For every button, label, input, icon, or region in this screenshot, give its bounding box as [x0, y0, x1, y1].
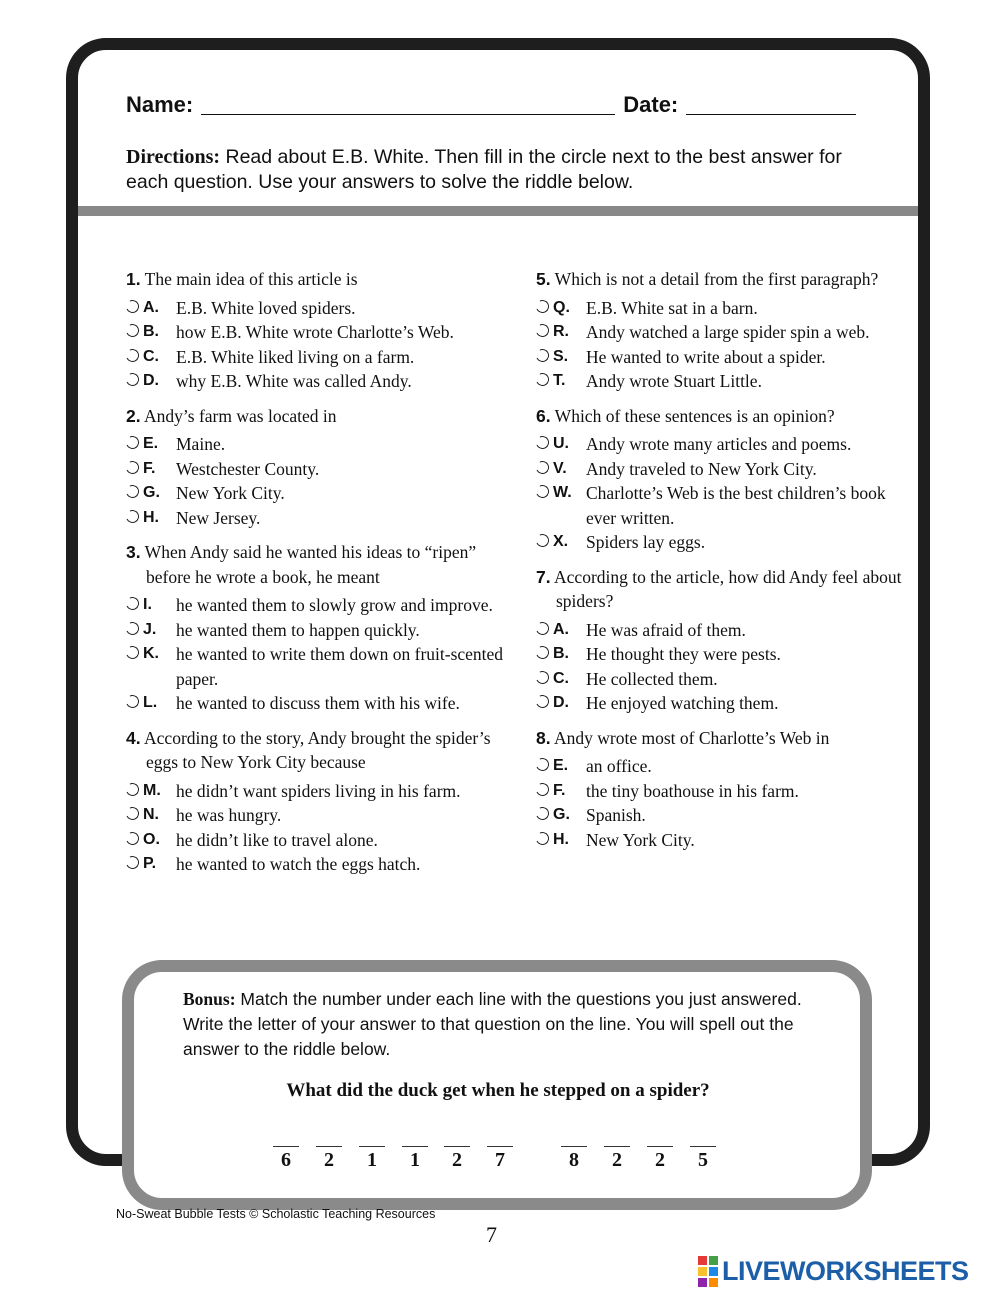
option-letter: U. [553, 435, 569, 452]
question-prompt: According to the article, how did Andy feel about spiders? [554, 566, 902, 611]
question-number: 8. [536, 727, 551, 748]
answer-bubble[interactable] [126, 642, 176, 667]
question-8 [536, 726, 906, 853]
answer-option[interactable] [536, 691, 906, 716]
answer-option[interactable] [126, 345, 516, 370]
answer-blanks [0, 1130, 1000, 1180]
option-letter: B. [553, 645, 569, 662]
blank-line[interactable] [359, 1130, 385, 1147]
blank-number: 2 [452, 1149, 462, 1171]
option-text: He collected them. [586, 668, 718, 689]
answer-option[interactable] [126, 779, 516, 804]
answer-option[interactable] [126, 593, 516, 618]
option-text: Spanish. [586, 805, 646, 825]
option-text: he wanted them to happen quickly. [176, 619, 420, 640]
question-number: 5. [536, 269, 551, 289]
option-text: E.B. White sat in a barn. [586, 297, 758, 318]
radio-circle-icon[interactable] [124, 483, 141, 500]
bonus-label: Bonus: [183, 989, 236, 1009]
option-letter: G. [553, 806, 570, 823]
question-3 [126, 540, 516, 716]
answer-bubble[interactable] [536, 457, 586, 482]
option-text: He wanted to write about a spider. [586, 346, 826, 367]
logo-blocks-icon [698, 1256, 718, 1287]
answer-blank[interactable] [444, 1130, 470, 1172]
answer-bubble[interactable] [126, 618, 176, 643]
date-label: Date: [623, 92, 679, 117]
blank-line[interactable] [487, 1130, 513, 1147]
option-letter: H. [143, 508, 159, 526]
question-text [536, 404, 906, 429]
answer-option[interactable] [126, 828, 516, 853]
option-text: how E.B. White wrote Charlotte’s Web. [176, 322, 454, 342]
option-text: New York City. [176, 483, 285, 503]
answer-bubble[interactable] [536, 754, 586, 779]
option-letter: D. [553, 694, 569, 711]
option-text: he didn’t want spiders living in his farm. [176, 780, 461, 801]
answer-option[interactable] [536, 345, 906, 370]
radio-circle-icon[interactable] [124, 434, 141, 451]
answer-option[interactable] [126, 852, 516, 877]
radio-circle-icon[interactable] [534, 756, 551, 773]
blank-number: 5 [698, 1149, 708, 1171]
option-letter: C. [553, 669, 569, 687]
option-letter: A. [143, 298, 159, 316]
question-1 [126, 267, 516, 394]
option-text: he wanted to write them down on fruit-scented paper. [176, 644, 504, 689]
question-prompt: The main idea of this article is [144, 269, 358, 289]
option-letter: B. [143, 323, 159, 340]
option-text: He was afraid of them. [586, 619, 746, 640]
answer-bubble[interactable] [536, 618, 586, 643]
option-text: he wanted them to slowly grow and improve. [176, 595, 493, 615]
question-prompt: When Andy said he wanted his ideas to “ripen” before he wrote a book, he meant [144, 542, 477, 587]
logo-block [698, 1256, 707, 1265]
answer-option[interactable] [536, 320, 906, 345]
radio-circle-icon[interactable] [534, 459, 551, 476]
option-letter: J. [143, 620, 157, 638]
option-letter: M. [143, 781, 161, 799]
radio-circle-icon[interactable] [124, 620, 141, 637]
blank-line[interactable] [273, 1130, 299, 1147]
blank-number: 2 [612, 1149, 622, 1171]
option-text: Spiders lay eggs. [586, 532, 706, 552]
radio-circle-icon[interactable] [534, 298, 551, 315]
option-letter: H. [553, 830, 569, 848]
answer-option[interactable] [536, 369, 906, 394]
answer-bubble[interactable] [126, 296, 176, 321]
option-text: He thought they were pests. [586, 644, 781, 664]
answer-bubble[interactable] [126, 320, 176, 345]
radio-circle-icon[interactable] [124, 830, 141, 847]
answer-option[interactable] [126, 432, 516, 457]
blank-line[interactable] [316, 1130, 342, 1147]
radio-circle-icon[interactable] [534, 347, 551, 364]
option-letter: S. [553, 347, 569, 365]
radio-circle-icon[interactable] [124, 371, 141, 388]
radio-circle-icon[interactable] [534, 371, 551, 388]
answer-option[interactable] [536, 296, 906, 321]
logo-block [698, 1267, 707, 1276]
answer-option[interactable] [126, 803, 516, 828]
option-letter: I. [143, 596, 152, 613]
blank-line[interactable] [647, 1130, 673, 1147]
option-text: E.B. White loved spiders. [176, 297, 356, 318]
option-letter: E. [553, 757, 569, 774]
option-letter: O. [143, 830, 160, 848]
radio-circle-icon[interactable] [124, 805, 141, 822]
radio-circle-icon[interactable] [124, 644, 141, 661]
answer-bubble[interactable] [126, 852, 176, 877]
name-date-row [126, 92, 864, 118]
blank-number: 8 [569, 1149, 579, 1171]
answer-blank[interactable] [690, 1130, 716, 1172]
option-text: he wanted to watch the eggs hatch. [176, 854, 421, 874]
option-letter: N. [143, 806, 159, 823]
answer-bubble[interactable] [126, 369, 176, 394]
answer-option[interactable] [536, 642, 906, 667]
option-text: Andy wrote many articles and poems. [586, 434, 852, 454]
question-text [126, 540, 516, 589]
answer-blank[interactable] [561, 1130, 587, 1172]
header-divider [78, 206, 918, 216]
option-text: He enjoyed watching them. [586, 693, 779, 713]
blank-number: 2 [324, 1149, 334, 1171]
radio-circle-icon[interactable] [534, 322, 551, 339]
option-text: Andy wrote Stuart Little. [586, 371, 762, 391]
option-text: Westchester County. [176, 458, 320, 479]
answer-bubble[interactable] [536, 296, 586, 321]
liveworksheets-logo [698, 1256, 969, 1287]
answer-option[interactable] [126, 320, 516, 345]
questions-left-column [126, 267, 516, 887]
answer-blank[interactable] [487, 1130, 513, 1172]
answer-option[interactable] [536, 530, 906, 555]
option-text: the tiny boathouse in his farm. [586, 780, 799, 801]
answer-option[interactable] [536, 828, 906, 853]
answer-bubble[interactable] [126, 691, 176, 716]
option-letter: W. [553, 484, 572, 501]
riddle-question: What did the duck get when he stepped on a spider? [286, 1080, 710, 1101]
answer-blank[interactable] [647, 1130, 673, 1172]
option-letter: C. [143, 347, 159, 365]
option-letter: E. [143, 435, 159, 452]
answer-bubble[interactable] [536, 432, 586, 457]
blank-number: 1 [367, 1149, 377, 1171]
answer-option[interactable] [126, 618, 516, 643]
answer-bubble[interactable] [126, 457, 176, 482]
radio-circle-icon[interactable] [534, 669, 551, 686]
question-prompt: Andy wrote most of Charlotte’s Web in [554, 727, 830, 748]
option-text: New Jersey. [176, 507, 261, 528]
option-letter: T. [553, 372, 566, 389]
question-number: 7. [536, 566, 551, 587]
radio-circle-icon[interactable] [534, 781, 551, 798]
directions-label: Directions: [126, 146, 221, 168]
option-text: he didn’t like to travel alone. [176, 829, 378, 850]
question-number: 6. [536, 405, 551, 426]
answer-bubble[interactable] [536, 369, 586, 394]
option-text: an office. [586, 756, 652, 776]
blank-line[interactable] [690, 1130, 716, 1147]
option-letter: F. [143, 459, 156, 477]
answer-bubble[interactable] [536, 345, 586, 370]
option-text: Maine. [176, 434, 226, 454]
option-text: New York City. [586, 829, 695, 850]
radio-circle-icon[interactable] [124, 459, 141, 476]
question-text [126, 267, 516, 292]
answer-bubble[interactable] [126, 432, 176, 457]
radio-circle-icon[interactable] [534, 644, 551, 661]
option-text: he wanted to discuss them with his wife. [176, 693, 460, 713]
option-text: Andy traveled to New York City. [586, 458, 817, 479]
answer-bubble[interactable] [126, 593, 176, 618]
answer-option[interactable] [536, 667, 906, 692]
answer-option[interactable] [126, 369, 516, 394]
question-text [536, 267, 906, 292]
radio-circle-icon[interactable] [124, 508, 141, 525]
answer-option[interactable] [126, 296, 516, 321]
date-field[interactable] [686, 92, 856, 115]
question-4 [126, 726, 516, 877]
option-text: he was hungry. [176, 805, 282, 825]
radio-circle-icon[interactable] [534, 805, 551, 822]
logo-block [709, 1278, 718, 1287]
directions [126, 145, 846, 195]
questions-right-column [536, 267, 906, 862]
question-5 [536, 267, 906, 394]
answer-blank[interactable] [402, 1130, 428, 1172]
answer-option[interactable] [126, 642, 516, 691]
answer-option[interactable] [536, 754, 906, 779]
name-field[interactable] [201, 92, 615, 115]
option-letter: A. [553, 620, 569, 638]
answer-option[interactable] [536, 803, 906, 828]
answer-bubble[interactable] [536, 779, 586, 804]
logo-block [698, 1278, 707, 1287]
answer-bubble[interactable] [536, 530, 586, 555]
option-letter: K. [143, 645, 159, 662]
radio-circle-icon[interactable] [534, 434, 551, 451]
radio-circle-icon[interactable] [534, 532, 551, 549]
answer-option[interactable] [536, 618, 906, 643]
answer-blank[interactable] [316, 1130, 342, 1172]
radio-circle-icon[interactable] [534, 693, 551, 710]
answer-option[interactable] [536, 432, 906, 457]
option-letter: X. [553, 533, 569, 550]
option-text: E.B. White liked living on a farm. [176, 346, 415, 367]
answer-bubble[interactable] [126, 779, 176, 804]
option-letter: R. [553, 323, 569, 340]
bonus-text: Match the number under each line with the questions you just answered. Write the letter of your answer to that question on the line. You will spell out the answer to the riddle below. [183, 989, 802, 1059]
blank-line[interactable] [604, 1130, 630, 1147]
answer-option[interactable] [126, 691, 516, 716]
question-text [536, 565, 906, 614]
question-number: 3. [126, 542, 141, 562]
radio-circle-icon[interactable] [124, 595, 141, 612]
question-number: 4. [126, 727, 141, 748]
answer-bubble[interactable] [536, 803, 586, 828]
blank-number: 7 [495, 1149, 505, 1171]
answer-blank[interactable] [359, 1130, 385, 1172]
question-7 [536, 565, 906, 716]
question-number: 2. [126, 405, 141, 426]
option-letter: P. [143, 855, 157, 872]
directions-text: Read about E.B. White. Then fill in the circle next to the best answer for each question. Use your answers to solve the riddle below. [126, 146, 842, 193]
answer-option[interactable] [536, 779, 906, 804]
logo-text: LIVEWORKSHEETS [722, 1256, 969, 1286]
answer-option[interactable] [126, 457, 516, 482]
question-text [126, 404, 516, 429]
answer-bubble[interactable] [126, 506, 176, 531]
option-text: Andy watched a large spider spin a web. [586, 322, 870, 342]
credit-line: No-Sweat Bubble Tests © Scholastic Teaching Resources [116, 1207, 436, 1221]
question-text [536, 726, 906, 751]
answer-bubble[interactable] [536, 691, 586, 716]
radio-circle-icon[interactable] [124, 854, 141, 871]
option-letter: G. [143, 484, 160, 501]
radio-circle-icon[interactable] [124, 781, 141, 798]
page-number: 7 [486, 1222, 497, 1247]
answer-blank[interactable] [273, 1130, 299, 1172]
radio-circle-icon[interactable] [124, 322, 141, 339]
question-prompt: Which is not a detail from the first paragraph? [554, 269, 879, 289]
answer-bubble[interactable] [126, 345, 176, 370]
answer-bubble[interactable] [536, 481, 586, 506]
blank-number: 6 [281, 1149, 291, 1171]
blank-line[interactable] [444, 1130, 470, 1147]
answer-blank[interactable] [604, 1130, 630, 1172]
answer-option[interactable] [536, 457, 906, 482]
option-letter: F. [553, 781, 566, 799]
name-label: Name: [126, 92, 194, 117]
answer-bubble[interactable] [126, 828, 176, 853]
blank-number: 1 [410, 1149, 420, 1171]
option-text: why E.B. White was called Andy. [176, 371, 412, 391]
radio-circle-icon[interactable] [534, 620, 551, 637]
option-letter: D. [143, 372, 159, 389]
answer-bubble[interactable] [536, 667, 586, 692]
answer-bubble[interactable] [536, 642, 586, 667]
radio-circle-icon[interactable] [124, 298, 141, 315]
question-text [126, 726, 516, 775]
question-6 [536, 404, 906, 555]
radio-circle-icon[interactable] [534, 830, 551, 847]
blank-number: 2 [655, 1149, 665, 1171]
question-number: 1. [126, 269, 141, 289]
blank-line[interactable] [561, 1130, 587, 1147]
option-letter: V. [553, 459, 567, 477]
option-letter: L. [143, 694, 158, 711]
radio-circle-icon[interactable] [124, 693, 141, 710]
radio-circle-icon[interactable] [124, 347, 141, 364]
answer-option[interactable] [126, 506, 516, 531]
logo-block [709, 1256, 718, 1265]
blank-line[interactable] [402, 1130, 428, 1147]
option-letter: Q. [553, 298, 570, 316]
answer-option[interactable] [126, 481, 516, 506]
answer-bubble[interactable] [536, 320, 586, 345]
question-prompt: Which of these sentences is an opinion? [554, 405, 835, 426]
question-prompt: According to the story, Andy brought the spider’s eggs to New York City because [144, 727, 491, 772]
answer-bubble[interactable] [126, 481, 176, 506]
question-prompt: Andy’s farm was located in [144, 405, 337, 426]
answer-option[interactable] [536, 481, 906, 530]
logo-block [709, 1267, 718, 1276]
question-2 [126, 404, 516, 531]
answer-bubble[interactable] [536, 828, 586, 853]
option-text: Charlotte’s Web is the best children’s book ever written. [586, 483, 886, 528]
bonus-instructions [183, 987, 823, 1062]
radio-circle-icon[interactable] [534, 483, 551, 500]
answer-bubble[interactable] [126, 803, 176, 828]
